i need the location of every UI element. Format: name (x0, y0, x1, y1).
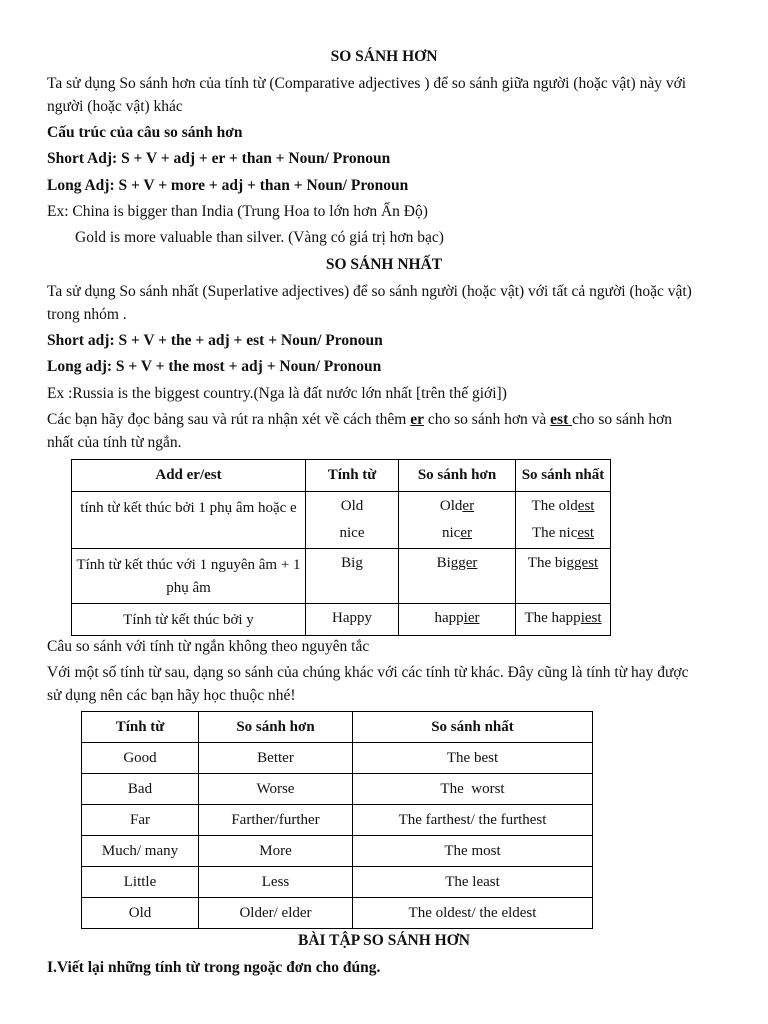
instruction-line1: Các bạn hãy đọc bảng sau và rút ra nhận xét về cách thêm er cho so sánh hơn và est cho so sánh hơn (47, 411, 673, 428)
example-china: Ex: China is bigger than India (Trung Hoa to lớn hơn Ấn Độ) (47, 203, 428, 220)
rule-cell: Tính từ kết thúc bởi y (72, 604, 306, 636)
header-superlative: So sánh nhất (353, 712, 593, 743)
comparative-cell: Better (199, 743, 353, 774)
adjective-cell: Little (82, 867, 199, 898)
example-gold: Gold is more valuable than silver. (Vàng có giá trị hơn bạc) (75, 229, 444, 246)
irregular-heading: Câu so sánh với tính từ ngắn không theo nguyên tắc (47, 638, 370, 655)
table-row (82, 774, 593, 805)
comparative-cell: Farther/further (199, 805, 353, 836)
rule-cell: tính từ kết thúc bởi 1 phụ âm hoặc e (72, 492, 306, 549)
table-header-row (72, 460, 611, 492)
comparative-intro-line2: người (hoặc vật) khác (47, 98, 183, 115)
structure-heading: Cấu trúc của câu so sánh hơn (47, 124, 243, 141)
header-adjective: Tính từ (82, 712, 199, 743)
instruction-line2: nhất của tính từ ngắn. (47, 434, 182, 451)
comparative-cell: Older nicer (399, 492, 516, 549)
table-row (82, 743, 593, 774)
comparative-cell: More (199, 836, 353, 867)
exercise-title: BÀI TẬP SO SÁNH HƠN (298, 932, 470, 949)
comparative-cell: Less (199, 867, 353, 898)
table-row (82, 898, 593, 929)
superlative-cell: The oldest/ the eldest (353, 898, 593, 929)
superlative-intro-line1: Ta sử dụng So sánh nhất (Superlative adjectives) để so sánh người (hoặc vật) với tất cả người (hoặc vật) (47, 283, 692, 300)
superlative-cell: The most (353, 836, 593, 867)
comparative-cell: happier (399, 604, 516, 636)
title-comparative: SO SÁNH HƠN (330, 48, 438, 65)
suffix-rules-table (71, 459, 611, 636)
superlative-cell: The best (353, 743, 593, 774)
table-row (72, 549, 611, 604)
superlative-cell: The least (353, 867, 593, 898)
irregular-adjectives-table (81, 711, 593, 929)
superlative-intro-line2: trong nhóm . (47, 306, 127, 323)
adjective-cell: Far (82, 805, 199, 836)
table-row (82, 805, 593, 836)
exercise-instruction: I.Viết lại những tính từ trong ngoặc đơn cho đúng. (47, 959, 381, 976)
rule-cell: Tính từ kết thúc với 1 nguyên âm + 1 phụ âm (72, 549, 306, 604)
comparative-cell: Bigger (399, 549, 516, 604)
superlative-cell: The farthest/ the furthest (353, 805, 593, 836)
adjective-cell: Happy (306, 604, 399, 636)
adjective-cell: Old (82, 898, 199, 929)
table-row (82, 836, 593, 867)
short-adj-formula: Short Adj: S + V + adj + er + than + Noun/ Pronoun (47, 150, 391, 167)
irregular-intro-line2: sử dụng nên các bạn hãy học thuộc nhé! (47, 687, 296, 704)
table-header-row (82, 712, 593, 743)
short-sup-formula: Short adj: S + V + the + adj + est + Noun/ Pronoun (47, 332, 383, 349)
adjective-cell: Much/ many (82, 836, 199, 867)
superlative-cell: The worst (353, 774, 593, 805)
header-comparative: So sánh hơn (399, 460, 516, 492)
adjective-cell: Old nice (306, 492, 399, 549)
superlative-cell: The oldest The nicest (516, 492, 611, 549)
table-row (82, 867, 593, 898)
table-row (72, 604, 611, 636)
header-adjective: Tính từ (306, 460, 399, 492)
title-superlative: SO SÁNH NHẤT (325, 256, 443, 273)
superlative-cell: The happiest (516, 604, 611, 636)
table-row (72, 492, 611, 549)
adjective-cell: Big (306, 549, 399, 604)
superlative-cell: The biggest (516, 549, 611, 604)
header-superlative: So sánh nhất (516, 460, 611, 492)
example-russia: Ex :Russia is the biggest country.(Nga là đất nước lớn nhất [trên thế giới]) (47, 385, 507, 402)
header-comparative: So sánh hơn (199, 712, 353, 743)
irregular-intro-line1: Với một số tính từ sau, dạng so sánh của chúng khác với các tính từ khác. Đây cũng là tính từ hay được (47, 664, 689, 681)
long-sup-formula: Long adj: S + V + the most + adj + Noun/ Pronoun (47, 358, 382, 375)
adjective-cell: Good (82, 743, 199, 774)
comparative-cell: Worse (199, 774, 353, 805)
long-adj-formula: Long Adj: S + V + more + adj + than + Noun/ Pronoun (47, 177, 409, 194)
comparative-intro-line1: Ta sử dụng So sánh hơn của tính từ (Comparative adjectives ) để so sánh giữa người (hoặc vật) này với (47, 75, 687, 92)
header-add-er-est: Add er/est (72, 460, 306, 492)
adjective-cell: Bad (82, 774, 199, 805)
comparative-cell: Older/ elder (199, 898, 353, 929)
